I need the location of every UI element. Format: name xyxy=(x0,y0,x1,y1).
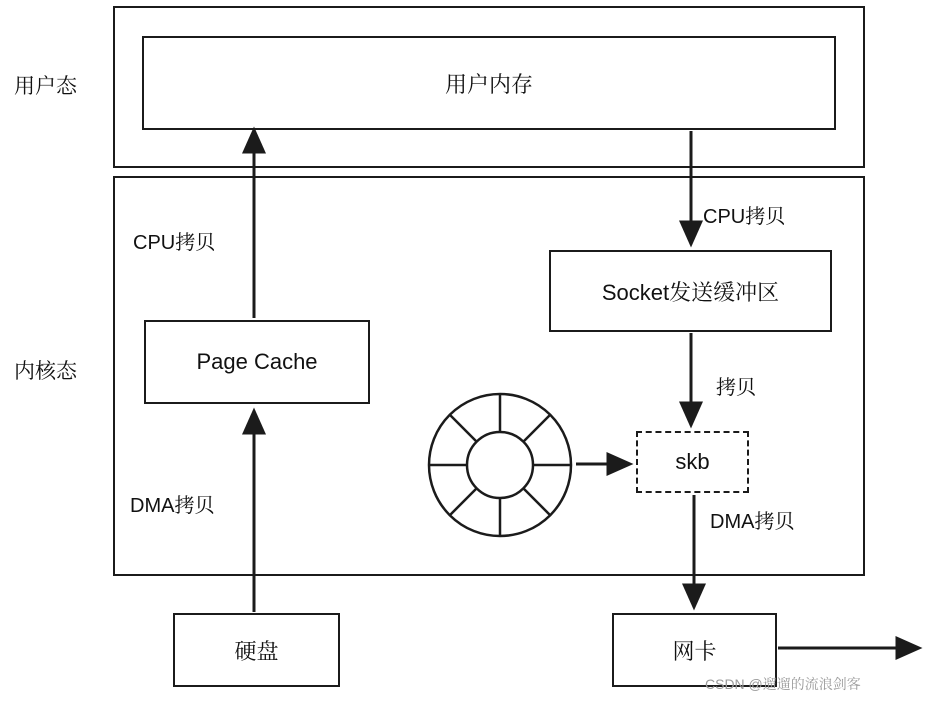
box-disk xyxy=(173,613,340,687)
box-disk-label: 硬盘 xyxy=(234,638,279,664)
box-socket-buffer xyxy=(549,250,832,332)
ring-graphic xyxy=(424,389,576,541)
box-nic-label: 网卡 xyxy=(672,638,717,664)
box-skb-label: skb xyxy=(675,449,710,474)
box-page-cache-label: Page Cache xyxy=(196,349,318,374)
edge-label-dma-copy-send: DMA拷贝 xyxy=(710,511,795,533)
edge-label-cpu-copy-up: CPU拷贝 xyxy=(133,232,216,254)
box-user-memory-label: 用户内存 xyxy=(444,71,533,97)
watermark: CSDN @遛遛的流浪剑客 xyxy=(705,676,861,692)
edge-label-copy-skb: 拷贝 xyxy=(716,377,756,399)
edge-label-dma-copy-read: DMA拷贝 xyxy=(130,495,215,517)
box-user-memory xyxy=(142,36,836,130)
box-page-cache xyxy=(144,320,370,404)
side-label-kernel-mode: 内核态 xyxy=(14,360,77,383)
box-skb xyxy=(636,431,749,493)
edge-label-cpu-copy-down: CPU拷贝 xyxy=(703,206,786,228)
box-socket-buffer-label: Socket发送缓冲区 xyxy=(601,279,780,305)
side-label-user-mode: 用户态 xyxy=(14,75,77,98)
